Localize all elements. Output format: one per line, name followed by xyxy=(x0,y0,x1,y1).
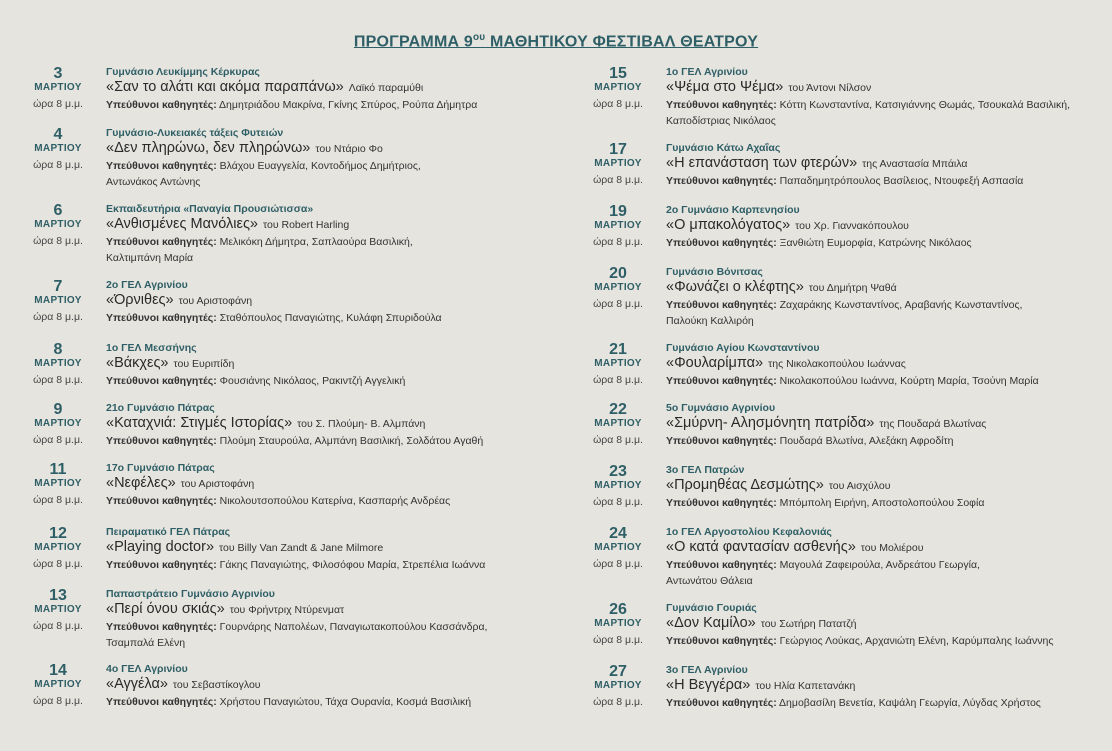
title-part-1: ΠΡΟΓΡΑΜΜΑ 9 xyxy=(353,33,473,51)
show-info xyxy=(106,588,562,651)
teachers-label: Υπεύθυνοι καθηγητές: xyxy=(666,299,777,311)
teachers-names: Δημοβασίλη Βενετία, Καψάλη Γεωργία, Λύγδας Χρήστος xyxy=(779,697,1041,709)
play-line xyxy=(106,601,562,619)
play-line xyxy=(666,415,1102,433)
teachers-label: Υπεύθυνοι καθηγητές: xyxy=(106,621,217,633)
teachers-label: Υπεύθυνοι καθηγητές: xyxy=(666,175,777,187)
teachers-line xyxy=(106,619,562,635)
play-author: του Σεβαστίκογλου xyxy=(172,679,261,691)
time-label: ώρα 8 μ.μ. xyxy=(593,98,643,110)
play-line xyxy=(106,140,562,158)
date-block xyxy=(582,602,654,646)
teachers-names: Ζαχαράκης Κωνσταντίνος, Αραβανής Κωνσταντίνος, xyxy=(779,299,1023,311)
school-name: 17ο Γυμνάσιο Πάτρας xyxy=(106,462,215,474)
play-line xyxy=(666,155,1102,173)
school-name: 5ο Γυμνάσιο Αγρινίου xyxy=(666,402,776,414)
teachers-line xyxy=(666,495,1102,511)
time-label: ώρα 8 μ.μ. xyxy=(33,374,83,386)
month-label: ΜΑΡΤΙΟΥ xyxy=(34,82,82,93)
day-number: 17 xyxy=(609,141,627,158)
month-label: ΜΑΡΤΙΟΥ xyxy=(594,220,642,231)
teachers-line xyxy=(106,174,562,190)
teachers-line xyxy=(666,373,1102,389)
show-info xyxy=(666,66,1102,129)
school-name: 1ο ΓΕΛ Αγρινίου xyxy=(666,66,748,78)
day-number: 26 xyxy=(609,601,627,618)
show-info xyxy=(106,66,562,113)
play-line xyxy=(106,355,562,373)
play-title: «Όρνιθες» xyxy=(106,292,174,308)
teachers-line xyxy=(666,97,1102,113)
teachers-label: Υπεύθυνοι καθηγητές: xyxy=(106,99,217,111)
teachers-label: Υπεύθυνοι καθηγητές: xyxy=(666,375,777,387)
month-label: ΜΑΡΤΙΟΥ xyxy=(34,679,82,690)
play-author: του Χρ. Γιαννακόπουλου xyxy=(795,220,909,232)
play-line xyxy=(106,539,562,557)
play-line xyxy=(106,216,562,234)
teachers-line xyxy=(106,310,562,326)
teachers-names: Ξανθιώτη Ευμορφία, Κατρώνης Νικόλαος xyxy=(779,237,972,249)
date-block xyxy=(22,66,94,110)
play-title: «Νεφέλες» xyxy=(106,475,176,491)
play-title: «Ανθισμένες Μανόλιες» xyxy=(106,216,258,232)
date-block xyxy=(582,142,654,186)
show-info xyxy=(666,602,1102,649)
date-block xyxy=(22,526,94,570)
teachers-label: Υπεύθυνοι καθηγητές: xyxy=(106,696,217,708)
school-name: 2ο ΓΕΛ Αγρινίου xyxy=(106,279,188,291)
teachers-label: Υπεύθυνοι καθηγητές: xyxy=(666,559,777,571)
play-author: του Ντάριο Φο xyxy=(315,143,383,155)
show-info xyxy=(666,204,1102,251)
show-info xyxy=(106,526,562,573)
play-author: του Αισχύλου xyxy=(828,480,891,492)
school-name: Παπαστράτειο Γυμνάσιο Αγρινίου xyxy=(106,588,275,600)
play-author: Λαϊκό παραμύθι xyxy=(348,82,424,94)
teachers-line xyxy=(106,635,562,651)
teachers-names: Καποδίστριας Νικόλαος xyxy=(666,115,776,127)
time-label: ώρα 8 μ.μ. xyxy=(33,98,83,110)
teachers-line xyxy=(666,313,1102,329)
play-title: «Ο κατά φαντασίαν ασθενής» xyxy=(666,539,856,555)
month-label: ΜΑΡΤΙΟΥ xyxy=(34,542,82,553)
day-number: 11 xyxy=(49,461,67,478)
teachers-line xyxy=(666,173,1102,189)
date-block xyxy=(582,204,654,248)
teachers-names: Αντωνάκος Αντώνης xyxy=(106,176,201,188)
play-title: «Η επανάσταση των φτερών» xyxy=(666,155,858,171)
show-info xyxy=(106,462,562,509)
month-label: ΜΑΡΤΙΟΥ xyxy=(34,418,82,429)
month-label: ΜΑΡΤΙΟΥ xyxy=(594,158,642,169)
show-info xyxy=(666,526,1102,589)
day-number: 3 xyxy=(53,65,63,82)
teachers-label: Υπεύθυνοι καθηγητές: xyxy=(666,237,777,249)
teachers-line xyxy=(666,633,1102,649)
play-title: «Φωνάζει ο κλέφτης» xyxy=(666,279,804,295)
time-label: ώρα 8 μ.μ. xyxy=(593,434,643,446)
play-title: «Δον Καμίλο» xyxy=(666,615,756,631)
teachers-line xyxy=(106,557,562,573)
school-name: 1ο ΓΕΛ Μεσσήνης xyxy=(106,342,197,354)
teachers-label: Υπεύθυνοι καθηγητές: xyxy=(666,99,777,111)
time-label: ώρα 8 μ.μ. xyxy=(593,174,643,186)
time-label: ώρα 8 μ.μ. xyxy=(593,634,643,646)
teachers-names: Κόττη Κωνσταντίνα, Κατσιγιάννης Θωμάς, Τσουκαλά Βασιλική, xyxy=(779,99,1070,111)
show-info xyxy=(666,266,1102,329)
show-info xyxy=(106,127,562,190)
school-name: Γυμνάσιο Λευκίμμης Κέρκυρας xyxy=(106,66,260,78)
play-line xyxy=(666,79,1102,97)
month-label: ΜΑΡΤΙΟΥ xyxy=(34,604,82,615)
show-info xyxy=(666,142,1102,189)
date-block xyxy=(582,464,654,508)
time-label: ώρα 8 μ.μ. xyxy=(593,236,643,248)
play-line xyxy=(666,615,1102,633)
play-title: «Καταχνιά: Στιγμές Ιστορίας» xyxy=(106,415,293,431)
teachers-line xyxy=(666,113,1102,129)
day-number: 13 xyxy=(49,587,67,604)
play-title: «Βάκχες» xyxy=(106,355,169,371)
teachers-names: Πουδαρά Βλωτίνα, Αλεξάκη Αφροδίτη xyxy=(779,435,954,447)
time-label: ώρα 8 μ.μ. xyxy=(33,235,83,247)
teachers-names: Γεώργιος Λούκας, Αρχανιώτη Ελένη, Καρύμπαλης Ιωάννης xyxy=(779,635,1054,647)
month-label: ΜΑΡΤΙΟΥ xyxy=(34,219,82,230)
play-line xyxy=(106,79,562,97)
day-number: 27 xyxy=(609,663,627,680)
date-block xyxy=(582,402,654,446)
play-line xyxy=(666,539,1102,557)
time-label: ώρα 8 μ.μ. xyxy=(593,558,643,570)
play-line xyxy=(666,677,1102,695)
play-title: «Σμύρνη- Αλησμόνητη πατρίδα» xyxy=(666,415,875,431)
play-author: της Νικολακοπούλου Ιωάννας xyxy=(768,358,906,370)
date-block xyxy=(582,664,654,708)
date-block xyxy=(22,127,94,171)
play-line xyxy=(106,415,562,433)
day-number: 15 xyxy=(609,65,627,82)
teachers-label: Υπεύθυνοι καθηγητές: xyxy=(106,495,217,507)
play-line xyxy=(106,475,562,493)
teachers-line xyxy=(106,234,562,250)
school-name: Γυμνάσιο Γουριάς xyxy=(666,602,757,614)
date-block xyxy=(22,402,94,446)
month-label: ΜΑΡΤΙΟΥ xyxy=(34,143,82,154)
play-author: του Αριστοφάνη xyxy=(180,478,255,490)
teachers-line xyxy=(666,433,1102,449)
teachers-line xyxy=(106,158,562,174)
teachers-names: Μελικόκη Δήμητρα, Σαπλαούρα Βασιλική, xyxy=(219,236,413,248)
play-title: «Playing doctor» xyxy=(106,539,215,555)
month-label: ΜΑΡΤΙΟΥ xyxy=(34,478,82,489)
day-number: 20 xyxy=(609,265,627,282)
teachers-names: Καλτιμπάνη Μαρία xyxy=(106,252,194,264)
teachers-line xyxy=(666,695,1102,711)
teachers-line xyxy=(106,373,562,389)
day-number: 19 xyxy=(609,203,627,220)
teachers-line xyxy=(666,235,1102,251)
show-info xyxy=(106,663,562,710)
date-block xyxy=(22,342,94,386)
teachers-names: Νικολακοπούλου Ιωάννα, Κούρτη Μαρία, Τσούνη Μαρία xyxy=(779,375,1039,387)
show-info xyxy=(106,279,562,326)
date-block xyxy=(22,462,94,506)
play-title: «Ο μπακολόγατος» xyxy=(666,217,791,233)
play-title: «Ψέμα στο Ψέμα» xyxy=(666,79,784,95)
time-label: ώρα 8 μ.μ. xyxy=(33,620,83,632)
teachers-label: Υπεύθυνοι καθηγητές: xyxy=(666,497,777,509)
teachers-names: Δημητριάδου Μακρίνα, Γκίνης Σπύρος, Ρούπα Δήμητρα xyxy=(219,99,478,111)
show-info xyxy=(666,402,1102,449)
teachers-line xyxy=(666,557,1102,573)
time-label: ώρα 8 μ.μ. xyxy=(33,695,83,707)
show-info xyxy=(666,342,1102,389)
month-label: ΜΑΡΤΙΟΥ xyxy=(34,295,82,306)
date-block xyxy=(22,588,94,632)
school-name: 2ο Γυμνάσιο Καρπενησίου xyxy=(666,204,800,216)
teachers-names: Παπαδημητρόπουλος Βασίλειος, Ντουφεξή Ασπασία xyxy=(779,175,1024,187)
date-block xyxy=(582,526,654,570)
page-title xyxy=(0,32,1112,51)
play-author: της Πουδαρά Βλωτίνας xyxy=(879,418,987,430)
play-author: του Σωτήρη Πατατζή xyxy=(760,618,857,630)
play-author: του Φρήντριχ Ντύρενματ xyxy=(229,604,345,616)
teachers-label: Υπεύθυνοι καθηγητές: xyxy=(666,635,777,647)
day-number: 22 xyxy=(609,401,627,418)
day-number: 12 xyxy=(49,525,67,542)
play-line xyxy=(666,355,1102,373)
month-label: ΜΑΡΤΙΟΥ xyxy=(594,618,642,629)
day-number: 9 xyxy=(53,401,63,418)
play-title: «Σαν το αλάτι και ακόμα παραπάνω» xyxy=(106,79,344,95)
school-name: Γυμνάσιο Αγίου Κωνσταντίνου xyxy=(666,342,820,354)
teachers-names: Μπόμπολη Ειρήνη, Αποστολοπούλου Σοφία xyxy=(779,497,985,509)
date-block xyxy=(582,266,654,310)
teachers-line xyxy=(106,97,562,113)
teachers-names: Βλάχου Ευαγγελία, Κοντοδήμος Δημήτριος, xyxy=(219,160,421,172)
teachers-label: Υπεύθυνοι καθηγητές: xyxy=(666,435,777,447)
teachers-line xyxy=(106,694,562,710)
school-name: Γυμνάσιο Βόνιτσας xyxy=(666,266,763,278)
teachers-names: Πλούμη Σταυρούλα, Αλμπάνη Βασιλική, Σολδάτου Αγαθή xyxy=(219,435,484,447)
teachers-label: Υπεύθυνοι καθηγητές: xyxy=(106,236,217,248)
day-number: 21 xyxy=(609,341,627,358)
play-author: του Άντονι Νίλσον xyxy=(788,82,872,94)
time-label: ώρα 8 μ.μ. xyxy=(593,696,643,708)
teachers-label: Υπεύθυνοι καθηγητές: xyxy=(666,697,777,709)
play-title: «Φουλαρίμπα» xyxy=(666,355,764,371)
day-number: 6 xyxy=(53,202,63,219)
teachers-names: Σταθόπουλος Παναγιώτης, Κυλάφη Σπυριδούλα xyxy=(219,312,442,324)
date-block xyxy=(582,66,654,110)
teachers-line xyxy=(106,250,562,266)
teachers-line xyxy=(106,433,562,449)
day-number: 8 xyxy=(53,341,63,358)
time-label: ώρα 8 μ.μ. xyxy=(593,298,643,310)
day-number: 24 xyxy=(609,525,627,542)
teachers-names: Τσαμπαλά Ελένη xyxy=(106,637,186,649)
show-info xyxy=(106,203,562,266)
teachers-label: Υπεύθυνοι καθηγητές: xyxy=(106,375,217,387)
school-name: Γυμνάσιο-Λυκειακές τάξεις Φυτειών xyxy=(106,127,284,139)
teachers-label: Υπεύθυνοι καθηγητές: xyxy=(106,435,217,447)
teachers-names: Χρήστου Παναγιώτου, Τάχα Ουρανία, Κοσμά Βασιλική xyxy=(219,696,472,708)
title-superscript: ου xyxy=(472,32,486,43)
time-label: ώρα 8 μ.μ. xyxy=(593,496,643,508)
play-title: «Περί όνου σκιάς» xyxy=(106,601,225,617)
play-author: του Σ. Πλούμη- Β. Αλμπάνη xyxy=(297,418,426,430)
teachers-names: Γάκης Παναγιώτης, Φιλοσόφου Μαρία, Στρεπέλια Ιωάννα xyxy=(219,559,486,571)
play-line xyxy=(106,292,562,310)
time-label: ώρα 8 μ.μ. xyxy=(33,159,83,171)
day-number: 4 xyxy=(53,126,63,143)
title-part-2: ΜΑΘΗΤΙΚΟΥ ΦΕΣΤΙΒΑΛ ΘΕΑΤΡΟΥ xyxy=(485,33,759,51)
time-label: ώρα 8 μ.μ. xyxy=(33,494,83,506)
school-name: 4ο ΓΕΛ Αγρινίου xyxy=(106,663,188,675)
teachers-names: Γουρνάρης Ναπολέων, Παναγιωτακοπούλου Κασσάνδρα, xyxy=(219,621,488,633)
school-name: Εκπαιδευτήρια «Παναγία Προυσιώτισσα» xyxy=(106,203,314,215)
play-line xyxy=(106,676,562,694)
teachers-line xyxy=(666,573,1102,589)
month-label: ΜΑΡΤΙΟΥ xyxy=(594,282,642,293)
play-author: του Ευριπίδη xyxy=(173,358,235,370)
date-block xyxy=(22,279,94,323)
play-author: του Robert Harling xyxy=(263,219,350,231)
month-label: ΜΑΡΤΙΟΥ xyxy=(594,542,642,553)
school-name: 3ο ΓΕΛ Πατρών xyxy=(666,464,745,476)
play-line xyxy=(666,279,1102,297)
time-label: ώρα 8 μ.μ. xyxy=(33,434,83,446)
month-label: ΜΑΡΤΙΟΥ xyxy=(34,358,82,369)
play-line xyxy=(666,477,1102,495)
show-info xyxy=(106,402,562,449)
school-name: Πειραματικό ΓΕΛ Πάτρας xyxy=(106,526,231,538)
month-label: ΜΑΡΤΙΟΥ xyxy=(594,358,642,369)
time-label: ώρα 8 μ.μ. xyxy=(593,374,643,386)
month-label: ΜΑΡΤΙΟΥ xyxy=(594,82,642,93)
month-label: ΜΑΡΤΙΟΥ xyxy=(594,680,642,691)
school-name: Γυμνάσιο Κάτω Αχαΐας xyxy=(666,142,781,154)
teachers-line xyxy=(666,297,1102,313)
play-line xyxy=(666,217,1102,235)
teachers-label: Υπεύθυνοι καθηγητές: xyxy=(106,559,217,571)
month-label: ΜΑΡΤΙΟΥ xyxy=(594,480,642,491)
teachers-names: Νικολουτσοπούλου Κατερίνα, Κασπαρής Ανδρέας xyxy=(219,495,451,507)
month-label: ΜΑΡΤΙΟΥ xyxy=(594,418,642,429)
teachers-label: Υπεύθυνοι καθηγητές: xyxy=(106,312,217,324)
date-block xyxy=(582,342,654,386)
play-title: «Δεν πληρώνω, δεν πληρώνω» xyxy=(106,140,311,156)
play-title: «Αγγέλα» xyxy=(106,676,168,692)
school-name: 21ο Γυμνάσιο Πάτρας xyxy=(106,402,215,414)
date-block xyxy=(22,663,94,707)
show-info xyxy=(666,464,1102,511)
play-author: του Αριστοφάνη xyxy=(178,295,253,307)
day-number: 14 xyxy=(49,662,67,679)
date-block xyxy=(22,203,94,247)
school-name: 1ο ΓΕΛ Αργοστολίου Κεφαλονιάς xyxy=(666,526,832,538)
play-title: «Η Βεγγέρα» xyxy=(666,677,751,693)
teachers-names: Μαγουλά Ζαφειρούλα, Ανδρεάτου Γεωργία, xyxy=(779,559,980,571)
show-info xyxy=(106,342,562,389)
teachers-names: Παλούκη Καλλιρόη xyxy=(666,315,754,327)
teachers-names: Φουσιάνης Νικόλαος, Ρακιντζή Αγγελική xyxy=(219,375,406,387)
play-title: «Προμηθέας Δεσμώτης» xyxy=(666,477,824,493)
school-name: 3ο ΓΕΛ Αγρινίου xyxy=(666,664,748,676)
show-info xyxy=(666,664,1102,711)
play-author: του Μολιέρου xyxy=(860,542,924,554)
teachers-names: Αντωνάτου Θάλεια xyxy=(666,575,753,587)
teachers-line xyxy=(106,493,562,509)
day-number: 7 xyxy=(53,278,63,295)
play-author: του Ηλία Καπετανάκη xyxy=(755,680,856,692)
time-label: ώρα 8 μ.μ. xyxy=(33,311,83,323)
teachers-label: Υπεύθυνοι καθηγητές: xyxy=(106,160,217,172)
time-label: ώρα 8 μ.μ. xyxy=(33,558,83,570)
day-number: 23 xyxy=(609,463,627,480)
play-author: της Αναστασία Μπάιλα xyxy=(862,158,968,170)
play-author: του Δημήτρη Ψαθά xyxy=(808,282,897,294)
play-author: του Billy Van Zandt & Jane Milmore xyxy=(219,542,384,554)
